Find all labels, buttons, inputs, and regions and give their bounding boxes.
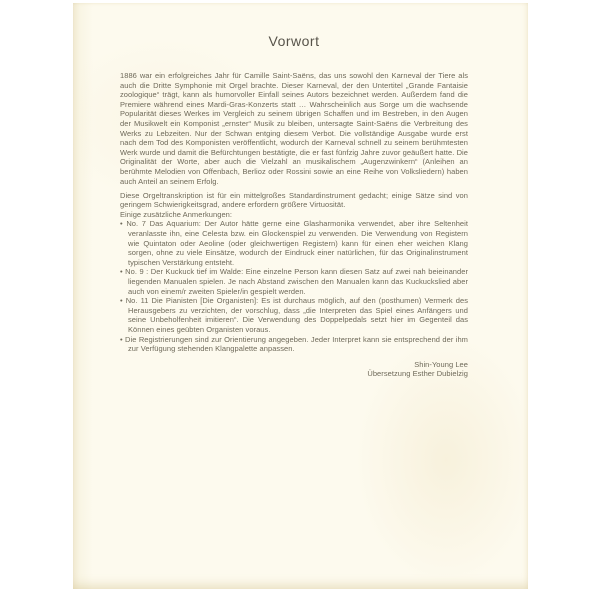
signature-block (120, 360, 468, 379)
notes-heading: Einige zusätzliche Anmerkungen: (120, 209, 233, 219)
signature-translation: Übersetzung Esther Dubielzig (367, 369, 468, 379)
page-title: Vorwort (268, 33, 320, 49)
intro-paragraph-2: Diese Orgeltranskription ist für ein mittelgroßes Standardinstrument gedacht; einige Sätze sind von geringem Schwierigkeitsgrad, andere erfordern größere Virtuosität. (120, 190, 468, 210)
notes-list (120, 219, 468, 353)
intro-paragraph-1: 1886 war ein erfolgreiches Jahr für Camille Saint-Saëns, das uns sowohl den Karneval der Tiere als auch die Dritte Symphonie mit Orgel brachte. Dieser Karneval, der den Untertitel „Grande Fantaisie zoologique“ trägt, kann als humorvoller Einfall seines Autors bezeichnet werden. Außerdem fand die Premiere während eines Mardi-Gras-Konzerts statt … Wahrscheinlich aus Sorge um die wachsende Popularität dieses Werkes im Vergleich zu seinem übrigen Schaffen und im Bestreben, in den Augen der Musikwelt ein Komponist „ernster“ Musik zu bleiben, untersagte Saint-Saëns die Verbreitung des Werks zu Lebzeiten. Nur der Schwan entging diesem Verbot. Die vollständige Ausgabe wurde erst nach dem Tod des Komponisten veröffentlicht, wodurch der Karneval schnell zu seinem berühmtesten Werk wurde und damit die Befürchtungen bestätigte, die er fast fünfzig Jahre zuvor geäußert hatte. Die Originalität der Worte, aber auch die Vielzahl an musikalischem „Augenzwinkern“ (Anleihen an berühmte Melodien von Offenbach, Berlioz oder Rossini sowie an eine Reihe von Volksliedern) haben auch Anteil an seinem Erfolg. (120, 71, 468, 186)
note-item-kuckuck: • No. 9 : Der Kuckuck tief im Walde: Eine einzelne Person kann diesen Satz auf zwei nah beieinander liegenden Manualen spielen. Je nach Abstand zwischen den Manualen kann das Kuckuckslied aber auch von einem/r zweiten Spieler/in gespielt werden. (120, 267, 468, 296)
signature-author: Shin-Young Lee (414, 359, 468, 369)
note-item-pianisten: • No. 11 Die Pianisten [Die Organisten]: Es ist durchaus möglich, auf den (posthumen) Vermerk des Herausgebers zu verzichten, der vorschlug, dass „die Interpreten das Spiel eines Anfängers und seine Unbeholfenheit imitieren“. Die Verwendung des Doppelpedals setzt hier im Gegenteil das Können eines geübten Organisten voraus. (120, 296, 468, 334)
document-page (73, 3, 528, 589)
note-item-aquarium: • No. 7 Das Aquarium: Der Autor hätte gerne eine Glasharmonika verwendet, aber ihre Seltenheit veranlasste ihn, eine Celesta bzw. ein Glockenspiel zu verwenden. Die Verwendung von Registern wie Quintaton oder Aeoline (oder gleichwertigen Registern) kann für einen eher weichen Klang sorgen, ohne zu viele Einsätze, wodurch der Eindruck einer natürlichen, für das Originalinstrument typischen Verstärkung entsteht. (120, 219, 468, 267)
note-item-registrierungen: • Die Registrierungen sind zur Orientierung angegeben. Jeder Interpret kann sie entsprechend der ihm zur Verfügung stehenden Klangpalette anpassen. (120, 335, 468, 354)
page-content (120, 33, 468, 379)
